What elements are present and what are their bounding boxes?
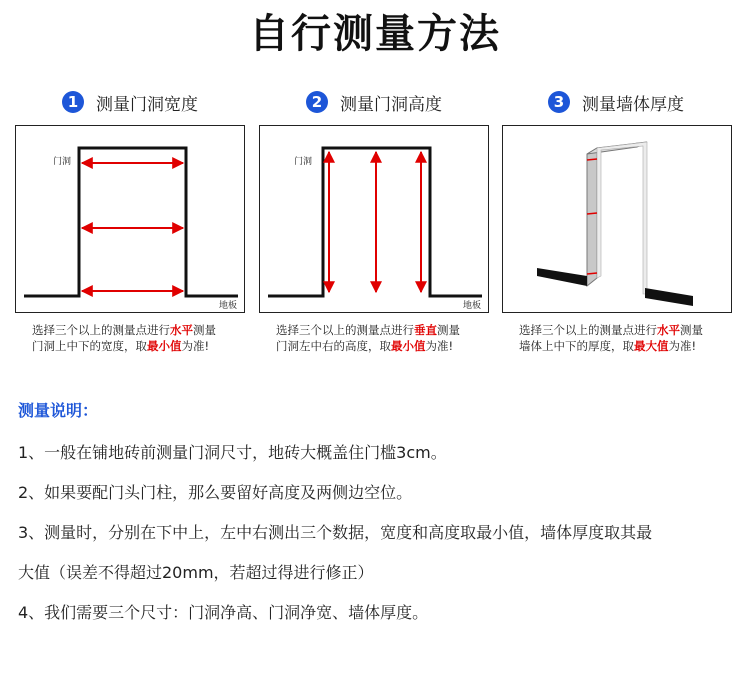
- note-item-1: 1、一般在铺地砖前测量门洞尺寸，地砖大概盖住门槛3cm。: [18, 443, 447, 462]
- page-title: 自行测量方法: [249, 11, 501, 57]
- thickness-mark-bottom: [587, 273, 597, 274]
- door-jamb: [597, 142, 647, 294]
- thickness-mark-middle: [587, 213, 597, 214]
- floor-slab-right: [645, 288, 693, 306]
- diagram-door-height: [259, 125, 489, 313]
- floor-label: 地板: [219, 301, 238, 311]
- note-item-2: 2、如果要配门头门柱，那么要留好高度及两侧边空位。: [18, 483, 413, 502]
- caption-width: 选择三个以上的测量点进行水平测量 门洞上中下的宽度，取最小值为准!: [32, 323, 216, 353]
- step-number-badge: 2: [306, 91, 328, 113]
- door-opening-label: 门洞: [294, 157, 313, 167]
- step-3-header: [548, 90, 684, 114]
- floor-label: 地板: [463, 301, 482, 311]
- step-number-badge: 1: [62, 91, 84, 113]
- caption-height: 选择三个以上的测量点进行垂直测量 门洞左中右的高度，取最小值为准!: [276, 323, 460, 353]
- door-opening-label: 门洞: [53, 157, 72, 167]
- caption-thickness: 选择三个以上的测量点进行水平测量 墙体上中下的厚度，取最大值为准!: [519, 323, 703, 353]
- step-label: 测量墙体厚度: [582, 94, 684, 115]
- section-title: 测量说明：: [18, 401, 99, 420]
- step-label: 测量门洞高度: [340, 94, 442, 115]
- wall-thickness-diagram-svg: [503, 126, 733, 314]
- wall-side-face: [587, 148, 597, 286]
- note-item-3-continued: 大值（误差不得超过20mm，若超过得进行修正）: [18, 563, 374, 582]
- diagram-wall-thickness: [502, 125, 732, 313]
- step-1-header: [62, 90, 198, 114]
- door-height-diagram-svg: [260, 126, 490, 314]
- step-2-header: [306, 90, 442, 114]
- thickness-mark-top: [587, 159, 597, 160]
- note-item-4: 4、我们需要三个尺寸：门洞净高、门洞净宽、墙体厚度。: [18, 603, 429, 622]
- step-label: 测量门洞宽度: [96, 94, 198, 115]
- door-width-diagram-svg: [16, 126, 246, 314]
- note-item-3: 3、测量时，分别在下中上，左中右测出三个数据，宽度和高度取最小值，墙体厚度取其最: [18, 523, 653, 542]
- door-outline: [24, 148, 238, 296]
- floor-slab-left: [537, 268, 587, 286]
- step-number-badge: 3: [548, 91, 570, 113]
- diagram-door-width: [15, 125, 245, 313]
